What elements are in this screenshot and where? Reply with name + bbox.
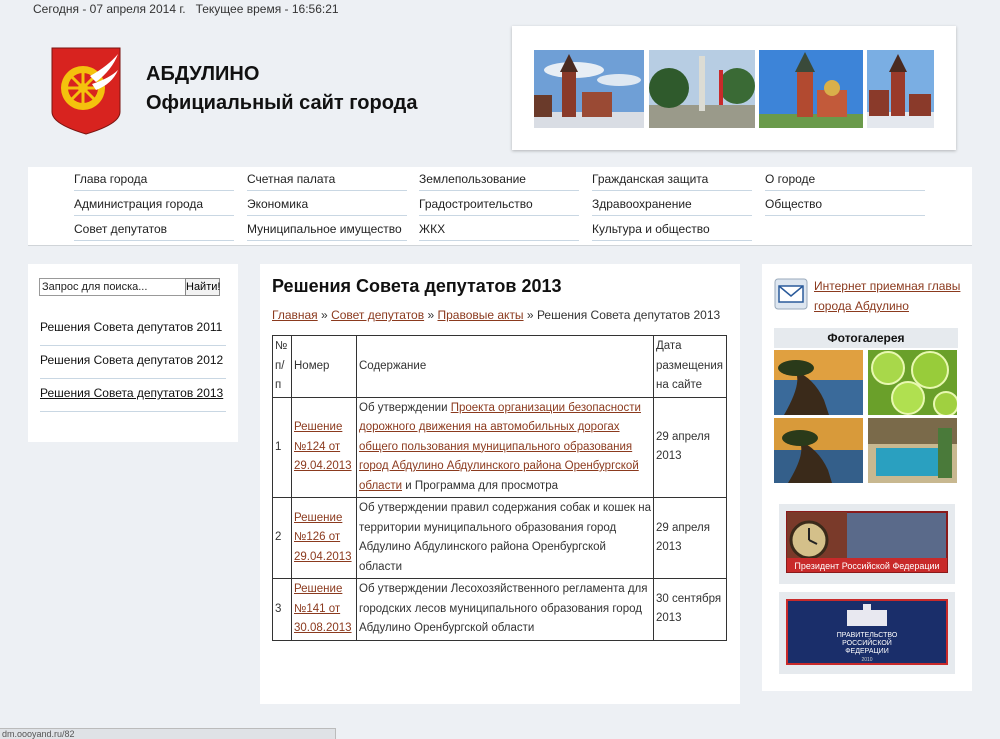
- decision-date: 30 сентября 2013: [654, 579, 727, 641]
- nav-item-housing-utilities[interactable]: ЖКХ: [419, 217, 579, 241]
- nav-column-1: [74, 167, 234, 242]
- gallery-thumb-lake-tree[interactable]: [774, 350, 863, 415]
- decision-content-cell: Об утверждении правил содержания собак и кошек на территории муниципального образования город Абдулино Абдулинского района Оренбургской области: [357, 498, 654, 579]
- decisions-table: [272, 335, 727, 641]
- sidebar-link-decisions-2011[interactable]: Решения Совета депутатов 2011: [40, 316, 226, 346]
- nav-column-2: [247, 167, 407, 242]
- decision-number-cell: [292, 579, 357, 641]
- decision-number-cell: [292, 498, 357, 579]
- breadcrumb-separator: »: [427, 308, 435, 322]
- gallery-thumb-pool[interactable]: [868, 418, 957, 483]
- header-cell-date: Дата размещения на сайте: [654, 336, 727, 398]
- breadcrumb-home-link[interactable]: Главная: [272, 308, 318, 322]
- left-sidebar: [28, 264, 238, 442]
- site-title: [146, 60, 417, 118]
- breadcrumb-current: Решения Совета депутатов 2013: [536, 308, 721, 322]
- main-navigation: [28, 167, 972, 246]
- sidebar-link-decisions-2012[interactable]: Решения Совета депутатов 2012: [40, 349, 226, 379]
- decision-number-cell: [292, 397, 357, 498]
- search-input[interactable]: [39, 278, 186, 296]
- decision-number-link[interactable]: Решение №141 от 30.08.2013: [294, 583, 352, 634]
- breadcrumb-separator: »: [321, 308, 328, 322]
- header-cell-content: Содержание: [357, 336, 654, 398]
- breadcrumb-council-link[interactable]: Совет депутатов: [331, 308, 425, 322]
- decision-date: 29 апреля 2013: [654, 397, 727, 498]
- president-banner[interactable]: [779, 504, 955, 584]
- nav-column-4: [592, 167, 752, 242]
- decision-content-text: и Программа для просмотра: [402, 479, 558, 492]
- decision-document-link[interactable]: Проекта организации безопасности дорожного движения на автомобильных дорогах общего пользования муниципального образования город Абдулино Абдулинского района Оренбургской области: [359, 401, 641, 492]
- decision-number-link[interactable]: Решение №124 от 29.04.2013: [294, 421, 352, 472]
- nav-item-head-of-city[interactable]: Глава города: [74, 167, 234, 191]
- city-coat-of-arms-icon[interactable]: [50, 46, 122, 136]
- church-photo: [534, 50, 644, 128]
- government-banner-line3: ФЕДЕРАЦИИ: [845, 648, 889, 655]
- nav-item-audit-chamber[interactable]: Счетная палата: [247, 167, 407, 191]
- right-sidebar: [762, 264, 972, 691]
- nav-item-about-city[interactable]: О городе: [765, 167, 925, 191]
- decision-date: 29 апреля 2013: [654, 498, 727, 579]
- header-photo-strip: [512, 26, 956, 150]
- nav-item-civil-defense[interactable]: Гражданская защита: [592, 167, 752, 191]
- table-row: [273, 397, 727, 498]
- site-subtitle: Официальный сайт города: [146, 92, 418, 114]
- row-index: 1: [273, 397, 292, 498]
- breadcrumb-separator: »: [526, 308, 534, 322]
- government-banner-line1: ПРАВИТЕЛЬСТВО: [836, 632, 898, 639]
- site-header: [28, 26, 972, 146]
- nav-item-city-administration[interactable]: Администрация города: [74, 192, 234, 216]
- nav-item-healthcare[interactable]: Здравоохранение: [592, 192, 752, 216]
- status-url: dm.oooyand.ru/82: [2, 729, 75, 739]
- main-content: [260, 264, 740, 704]
- gallery-thumb-limes[interactable]: [868, 350, 957, 415]
- table-header-row: [273, 336, 727, 398]
- breadcrumb-acts-link[interactable]: Правовые акты: [437, 308, 524, 322]
- header-cell-number: Номер: [292, 336, 357, 398]
- government-banner[interactable]: [779, 592, 955, 674]
- nav-item-society[interactable]: Общество: [765, 192, 925, 216]
- church-winter-photo: [867, 50, 934, 128]
- gallery-thumb-lake-tree-2[interactable]: [774, 418, 863, 483]
- cathedral-photo: [759, 50, 863, 128]
- nav-column-5: [765, 167, 925, 217]
- row-index: 2: [273, 498, 292, 579]
- government-banner-line2: РОССИЙСКОЙ: [842, 640, 892, 647]
- decision-number-link[interactable]: Решение №126 от 29.04.2013: [294, 511, 352, 563]
- table-row: [273, 579, 727, 641]
- nav-item-culture-society[interactable]: Культура и общество: [592, 217, 752, 241]
- nav-item-economy[interactable]: Экономика: [247, 192, 407, 216]
- nav-column-3: [419, 167, 579, 242]
- table-row: [273, 498, 727, 579]
- current-date: Сегодня - 07 апреля 2014 г.: [33, 2, 186, 16]
- browser-status-bar: [0, 728, 336, 739]
- government-banner-year: 2010: [861, 657, 873, 663]
- city-name: АБДУЛИНО: [146, 63, 260, 85]
- nav-item-council-of-deputies[interactable]: Совет депутатов: [74, 217, 234, 241]
- decision-content-cell: Об утверждении Лесохозяйственного регламента для городских лесов муниципального образования город Абдулино Оренбургской области: [357, 579, 654, 641]
- nav-item-land-use[interactable]: Землепользование: [419, 167, 579, 191]
- header-cell-num: № п/п: [273, 336, 292, 398]
- memorial-photo: [649, 50, 755, 128]
- current-time: Текущее время - 16:56:21: [195, 2, 339, 16]
- photo-gallery-title: Фотогалерея: [774, 328, 958, 348]
- president-banner-label: Президент Российской Федерации: [794, 561, 940, 571]
- sidebar-link-decisions-2013[interactable]: Решения Совета депутатов 2013: [40, 382, 226, 412]
- search-button[interactable]: Найти!: [185, 278, 220, 296]
- date-time-bar: [33, 2, 339, 16]
- nav-item-municipal-property[interactable]: Муниципальное имущество: [247, 217, 407, 241]
- row-index: 3: [273, 579, 292, 641]
- mail-envelope-icon[interactable]: [774, 278, 808, 310]
- online-reception-link[interactable]: Интернет приемная главы города Абдулино: [814, 279, 961, 313]
- nav-item-urban-planning[interactable]: Градостроительство: [419, 192, 579, 216]
- page-title: Решения Совета депутатов 2013: [272, 276, 562, 296]
- decision-content-text: Об утверждении: [359, 401, 451, 414]
- decision-content-cell: [357, 397, 654, 498]
- breadcrumb: [272, 308, 720, 322]
